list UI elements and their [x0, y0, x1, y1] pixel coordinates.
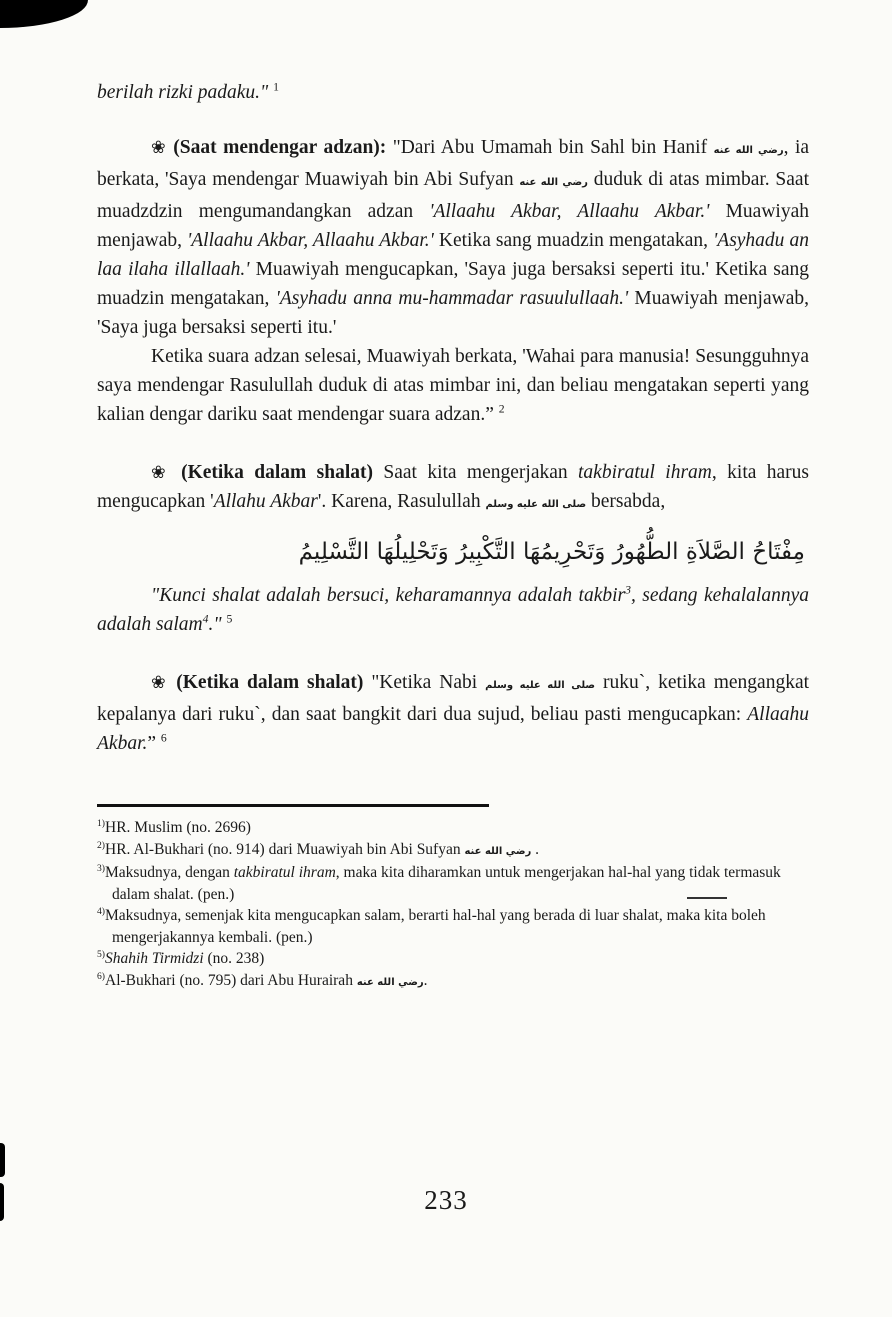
- paragraph-shalat-1: ❀ (Ketika dalam shalat) Saat kita mengerjakan takbiratul ihram, kita harus mengucapkan 'Allahu Akbar'. Karena, Rasulullah صلى الله عليه وسلم bersabda,: [97, 462, 810, 512]
- arabic-hadith-text: مِفْتَاحُ الصَّلاَةِ الطُّهُورُ وَتَحْرِيمُهَا التَّكْبِيرُ وَتَحْلِيلُهَا التَّسْلِيمُ: [298, 539, 805, 565]
- footnote-marker: 5): [97, 948, 105, 960]
- paragraph-shalat-2: ❀ (Ketika dalam shalat) "Ketika Nabi صلى الله عليه وسلم ruku`, ketika mengangkat kepalanya dari ruku`, dan saat bangkit dari dua sujud, beliau pasti mengucapkan: Allaahu Akbar.” $^6$: [97, 672, 810, 754]
- footnote-text: HR. Muslim (no. 2696): [105, 819, 251, 836]
- footnote-1: [97, 817, 809, 839]
- footnote-text: Maksudnya, dengan takbiratul ihram, maka kita diharamkan untuk mengerjakan hal-hal yang tidak termasuk dalam shalat. (pen.): [105, 864, 781, 903]
- paragraph-adzan-continued: Ketika suara adzan selesai, Muawiyah berkata, 'Wahai para manusia! Sesungguhnya saya mendengar Rasulullah duduk di atas mimbar ini, dan beliau mengatakan seperti yang kalian dengar dariku saat mendengar suara adzan.” $^2$: [97, 346, 809, 425]
- footnote-4: [97, 905, 809, 948]
- footnote-6: [97, 970, 809, 994]
- footnote-marker: 1): [97, 817, 105, 829]
- footnote-marker: 2): [97, 839, 105, 851]
- footnote-3: [97, 862, 809, 905]
- scan-corner-artifact: [0, 0, 88, 28]
- footnote-text: Al-Bukhari (no. 795) dari Abu Hurairah رضي الله عنه.: [105, 971, 428, 989]
- footnote-text: HR. Al-Bukhari (no. 914) dari Muawiyah bin Abi Sufyan رضي الله عنه .: [105, 840, 540, 858]
- footnote-5: [97, 948, 809, 970]
- footnote-text: Shahih Tirmidzi (no. 238): [105, 950, 265, 967]
- page-number: 233: [424, 1185, 468, 1215]
- paragraph-hadith-translation: "Kunci shalat adalah bersuci, keharamannya adalah takbir$^3$, sedang kehalalannya adalah salam$^4$." $^5$: [97, 583, 810, 635]
- footnote-text: Maksudnya, semenjak kita mengucapkan salam, berarti hal-hal yang berada di luar shalat, maka kita boleh mengerjakannya kembali. (pen.): [105, 907, 766, 946]
- footnote-2: [97, 839, 809, 863]
- scan-edge-artifact: [0, 1143, 5, 1177]
- footnote-marker: 3): [97, 862, 105, 874]
- opening-line: berilah rizki padaku." $^1$: [97, 80, 279, 103]
- paragraph-adzan: ❀ (Saat mendengar adzan): "Dari Abu Umamah bin Sahl bin Hanif رضي الله عنه, ia berkata, 'Saya mendengar Muawiyah bin Abi Sufyan رضي الله عنه duduk di atas mimbar. Saat muadzdzin mengumandangkan adzan 'Allaahu Akbar, Allaahu Akbar.' Muawiyah menjawab, 'Allaahu Akbar, Allaahu Akbar.' Ketika sang muadzin mengatakan, 'Asyhadu an laa ilaha illallaah.' Muawiyah mengucapkan, 'Saya juga bersaksi seperti itu.' Ketika sang muadzin mengatakan, 'Asyhadu anna mu-hammadar rasuulullaah.' Muawiyah menjawab, 'Saya juga bersaksi seperti itu.': [97, 137, 810, 338]
- footnote-marker: 4): [97, 905, 105, 917]
- footnote-marker: 6): [97, 970, 105, 982]
- footnote-divider: [97, 804, 489, 807]
- footnotes-section: [97, 817, 809, 993]
- book-page: [97, 78, 809, 993]
